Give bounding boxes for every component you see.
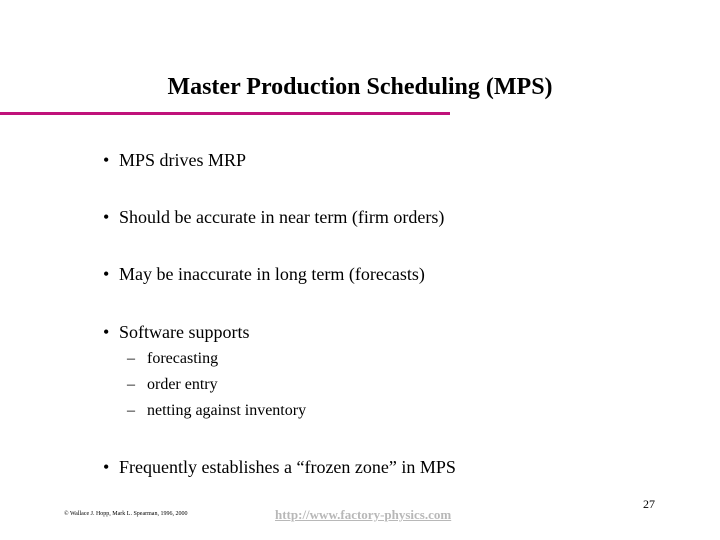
- sub-bullet-text: forecasting: [147, 350, 219, 367]
- bullet-item: [103, 322, 249, 343]
- sub-bullet-text: netting against inventory: [147, 402, 307, 419]
- sub-bullet-dash: –: [127, 350, 135, 367]
- page-number: 27: [643, 497, 655, 511]
- title-underline: [0, 112, 450, 115]
- bullet-text: May be inaccurate in long term (forecasts): [119, 264, 425, 284]
- bullet-item: [103, 264, 425, 285]
- bullet-dot: •: [103, 150, 110, 170]
- sub-bullet-item: [127, 376, 218, 394]
- copyright-notice: © Wallace J. Hopp, Mark L. Spearman, 1996, 2000: [64, 511, 188, 517]
- slide-title: Master Production Scheduling (MPS): [167, 74, 553, 100]
- bullet-text: MPS drives MRP: [119, 150, 247, 170]
- sub-bullet-text: order entry: [147, 376, 218, 393]
- sub-bullet-dash: –: [127, 376, 135, 393]
- bullet-dot: •: [103, 264, 110, 284]
- sub-bullet-item: [127, 402, 306, 420]
- sub-bullet-item: [127, 350, 218, 368]
- bullet-item: [103, 457, 456, 478]
- sub-bullet-dash: –: [127, 402, 135, 419]
- bullet-dot: •: [103, 457, 110, 477]
- bullet-item: [103, 150, 246, 171]
- bullet-text: Should be accurate in near term (firm orders): [119, 207, 445, 227]
- bullet-dot: •: [103, 207, 110, 227]
- website-link[interactable]: http://www.factory-physics.com: [275, 507, 452, 522]
- bullet-item: [103, 207, 444, 228]
- bullet-text: Frequently establishes a “frozen zone” in MPS: [119, 457, 456, 477]
- bullet-dot: •: [103, 322, 110, 342]
- bullet-text: Software supports: [119, 322, 250, 342]
